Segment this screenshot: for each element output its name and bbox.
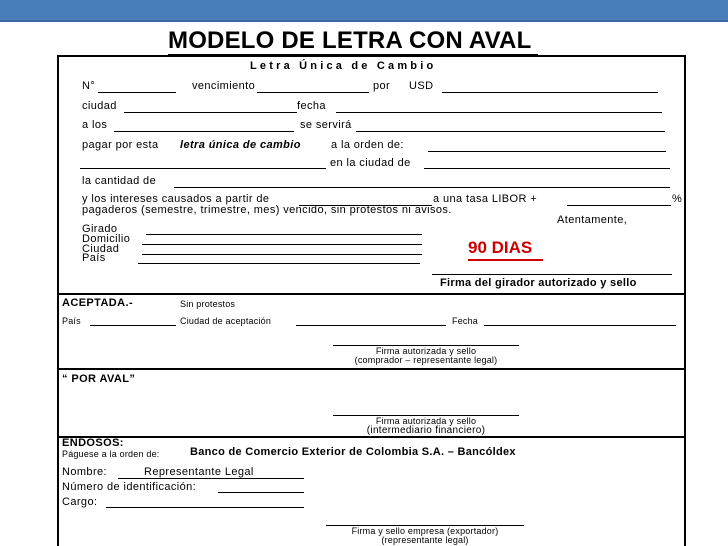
girado-line — [146, 234, 422, 235]
fecha-label: fecha — [297, 100, 326, 112]
aceptada-fecha-label: Fecha — [452, 316, 479, 326]
divider-endosos — [57, 436, 686, 438]
se-servira-line — [356, 131, 665, 132]
nombre-line — [118, 478, 304, 479]
a-los-line — [114, 131, 294, 132]
cargo-label: Cargo: — [62, 496, 98, 508]
domicilio-line — [142, 244, 422, 245]
orden-line-2 — [80, 168, 326, 169]
percent-label: % — [672, 193, 683, 205]
se-servira-label: se servirá — [300, 119, 352, 131]
dias-badge: 90 DIAS — [468, 238, 533, 257]
pais-label: País — [82, 252, 106, 264]
aceptada-pais-line — [90, 325, 176, 326]
cargo-line — [106, 507, 304, 508]
vencimiento-line — [257, 92, 369, 93]
tasa-line — [567, 205, 671, 206]
numero-line — [98, 92, 176, 93]
ciudad2-line — [142, 254, 422, 255]
girado-label: Girado — [82, 223, 118, 235]
slide-header-bar — [0, 0, 728, 22]
girador-signature-line — [432, 274, 672, 275]
endoso-firma-note: (representante legal) — [381, 535, 469, 545]
cantidad-line — [174, 187, 670, 188]
en-ciudad-line — [424, 168, 670, 169]
divider-aval — [57, 368, 686, 370]
pais-line — [138, 263, 420, 264]
identificacion-line — [218, 492, 304, 493]
identificacion-label: Número de identificación: — [62, 481, 197, 493]
fecha-line — [336, 112, 662, 113]
pagar-emphasis: letra única de cambio — [180, 139, 301, 151]
aval-firma-note: (intermediario financiero) — [366, 425, 486, 436]
ciudad-label: ciudad — [82, 100, 117, 112]
divider-aceptada — [57, 293, 686, 295]
cantidad-label: la cantidad de — [82, 175, 157, 187]
tasa-label: a una tasa LIBOR + — [433, 193, 538, 205]
pagaderos-text: pagaderos (semestre, trimestre, mes) vencido, sin protestos ni avisos. — [82, 204, 452, 216]
vencimiento-label: vencimiento — [192, 80, 256, 92]
en-ciudad-label: en la ciudad de — [330, 157, 411, 169]
aval-label: “ POR AVAL” — [62, 373, 136, 385]
endoso-firma-label: Firma y sello empresa (exportador) — [351, 526, 499, 536]
sin-protestos-label: Sin protestos — [180, 299, 236, 309]
dias-underline — [468, 259, 543, 261]
a-los-label: a los — [82, 119, 108, 131]
aceptada-fecha-line — [484, 325, 676, 326]
ciudad-line — [124, 112, 297, 113]
page-title: MODELO DE LETRA CON AVAL — [168, 27, 532, 54]
pagar-suffix: a la orden de: — [331, 139, 404, 151]
ciudad2-label: Ciudad — [82, 243, 120, 255]
numero-label: N° — [82, 80, 96, 92]
letra-header: Letra Única de Cambio — [250, 60, 437, 72]
firma-girador-label: Firma del girador autorizado y sello — [440, 277, 637, 289]
beneficiario-text: Banco de Comercio Exterior de Colombia S.A. – Bancóldex — [190, 446, 516, 458]
aceptada-ciudad-label: Ciudad de aceptación — [180, 316, 272, 326]
nombre-value: Representante Legal — [144, 466, 254, 478]
paguese-label: Páguese a la orden de: — [62, 449, 160, 459]
aceptada-firma-label: Firma autorizada y sello — [375, 346, 477, 356]
pagar-prefix: pagar por esta — [82, 139, 159, 151]
aval-firma-label: Firma autorizada y sello — [375, 416, 477, 426]
atentamente-text: Atentamente, — [557, 214, 628, 226]
aceptada-firma-note: (comprador – representante legal) — [354, 355, 498, 365]
por-label: por — [373, 80, 391, 92]
endosos-label: ENDOSOS: — [62, 437, 124, 449]
usd-line — [442, 92, 658, 93]
aceptada-label: ACEPTADA.- — [62, 297, 134, 309]
aceptada-pais-label: País — [62, 316, 81, 326]
orden-line — [428, 151, 666, 152]
intereses-label: y los intereses causados a partir de — [82, 193, 270, 205]
domicilio-label: Domicilio — [82, 233, 131, 245]
usd-label: USD — [409, 80, 434, 92]
aceptada-ciudad-line — [296, 325, 446, 326]
nombre-label: Nombre: — [62, 466, 107, 478]
